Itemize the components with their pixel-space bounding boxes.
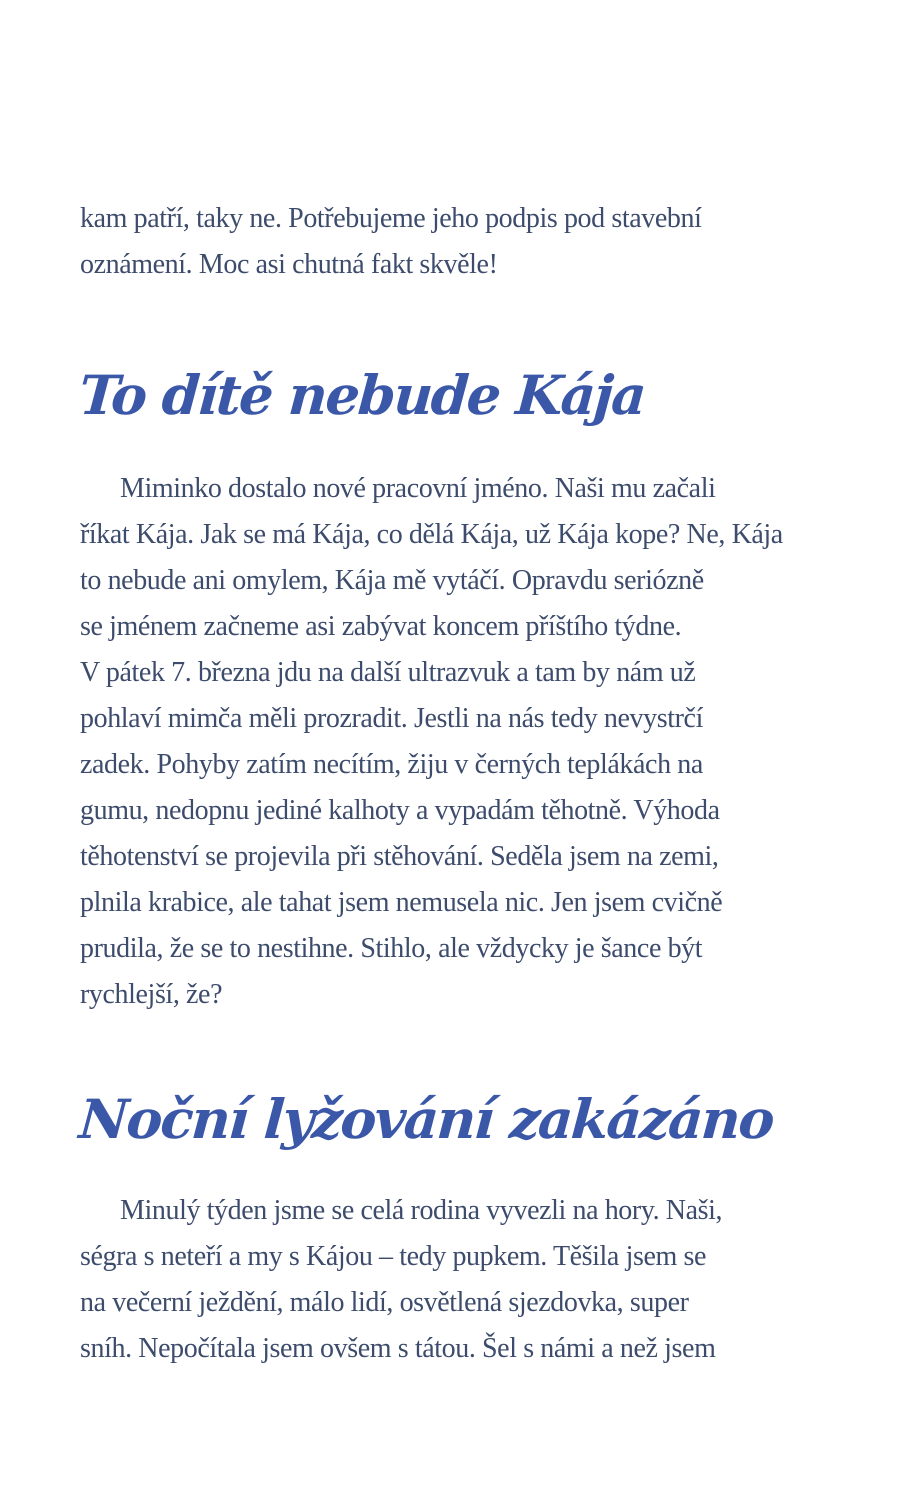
text-line: těhotenství se projevila při stěhování. Seděla jsem na zemi,	[80, 841, 719, 872]
intro-paragraph	[80, 196, 701, 288]
text-line: zadek. Pohyby zatím necítím, žiju v černých teplákách na	[80, 749, 703, 780]
text-line: gumu, nedopnu jediné kalhoty a vypadám těhotně. Výhoda	[80, 795, 720, 826]
text-line: na večerní ježdění, málo lidí, osvětlená sjezdovka, super	[80, 1287, 689, 1318]
section1-paragraph	[80, 466, 783, 1018]
text-line: Minulý týden jsme se celá rodina vyvezli na hory. Naši,	[120, 1195, 723, 1226]
text-line: pohlaví mimča měli prozradit. Jestli na nás tedy nevystrčí	[80, 703, 703, 734]
text-line: kam patří, taky ne. Potřebujeme jeho podpis pod stavební	[80, 203, 702, 234]
chapter-heading-nocni-lyzovani-zakazano: Noční lyžování zakázáno	[77, 1087, 775, 1151]
section2-paragraph	[80, 1188, 722, 1372]
text-line: říkat Kája. Jak se má Kája, co dělá Kája, už Kája kope? Ne, Kája	[80, 519, 783, 550]
text-line: to nebude ani omylem, Kája mě vytáčí. Opravdu seriózně	[80, 565, 704, 596]
text-line: V pátek 7. března jdu na další ultrazvuk a tam by nám už	[80, 657, 696, 688]
text-line: ségra s neteří a my s Kájou – tedy pupkem. Těšila jsem se	[80, 1241, 706, 1272]
text-line: prudila, že se to nestihne. Stihlo, ale vždycky je šance být	[80, 933, 703, 964]
text-line: Miminko dostalo nové pracovní jméno. Naši mu začali	[120, 473, 716, 504]
text-line: se jménem začneme asi zabývat koncem příštího týdne.	[80, 611, 682, 642]
text-line: sníh. Nepočítala jsem ovšem s tátou. Šel s námi a než jsem	[80, 1333, 716, 1364]
chapter-heading-to-dite-nebude-kaja: To dítě nebude Kája	[77, 363, 647, 427]
text-line: plnila krabice, ale tahat jsem nemusela nic. Jen jsem cvičně	[80, 887, 723, 918]
text-line: rychlejší, že?	[80, 979, 223, 1010]
text-line: oznámení. Moc asi chutná fakt skvěle!	[80, 249, 498, 280]
